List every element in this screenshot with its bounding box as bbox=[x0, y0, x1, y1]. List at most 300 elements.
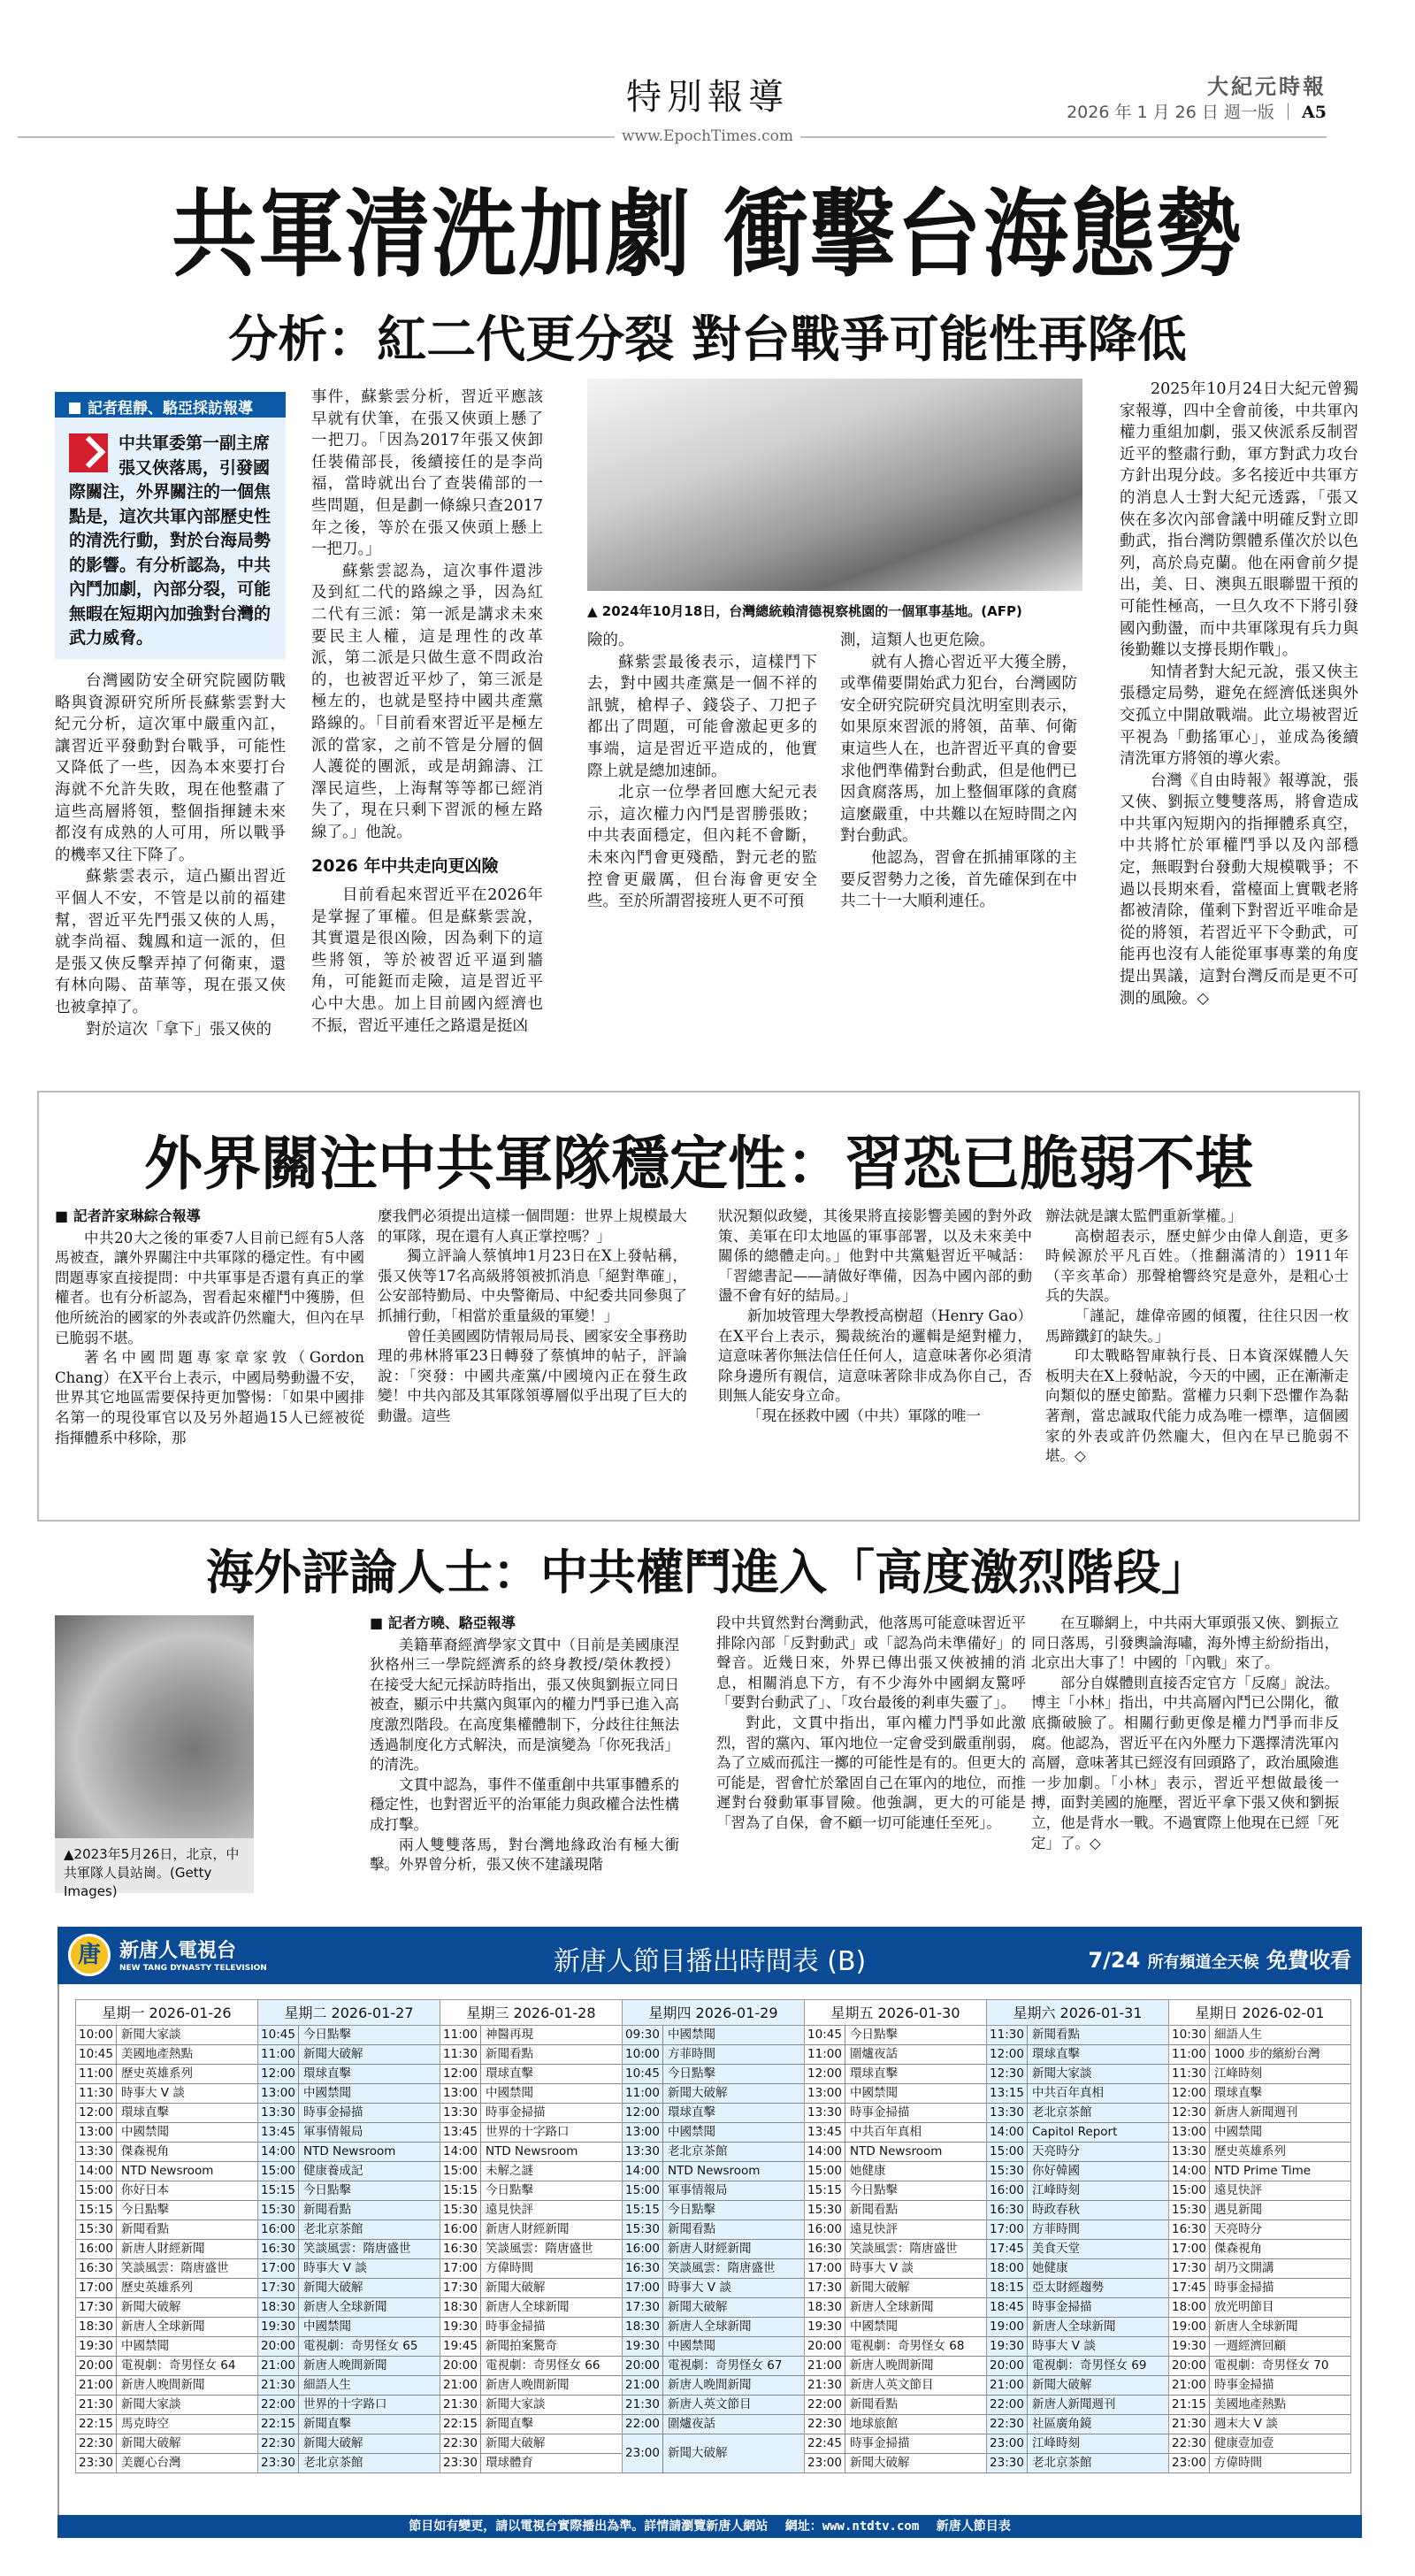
program-title: 新唐人全球新聞 bbox=[486, 2300, 570, 2314]
program-title: 中國禁聞 bbox=[668, 2125, 715, 2139]
program-time: 21:30 bbox=[1169, 2415, 1210, 2434]
subheading: 2026 年中共走向更凶險 bbox=[311, 856, 499, 877]
program-time: 17:30 bbox=[440, 2279, 481, 2297]
program-title: 她健康 bbox=[850, 2164, 886, 2178]
schedule-row bbox=[623, 2298, 804, 2318]
program-time: 23:00 bbox=[623, 2434, 663, 2472]
schedule-row bbox=[440, 2298, 622, 2318]
schedule-row bbox=[805, 2045, 986, 2065]
article2-column-4: 辦法就是讓太監們重新掌權。」 高樹超表示，歷史鮮少由偉人創造，更多時候源於平凡百姓。（推翻滿清的）1911年（辛亥革命）那聲槍響終究是意外，是粗心士兵的失誤。 「謹記，雄偉帝國的傾覆，往往只因一枚馬蹄鐵釘的缺失。」 印太戰略智庫執行長、日本資深媒體人矢板明夫在X上發帖說，今天的中國，正在漸漸走向類似的歷史節點。當權力只剩下恐懼作為黏著劑，當忠誠取代能力成為唯一標準，這個國家的外表或許仍然龐大，但內在早已脆弱不堪。◇ bbox=[1045, 1208, 1349, 1465]
program-time: 11:30 bbox=[987, 2026, 1028, 2044]
schedule-row bbox=[805, 2454, 986, 2473]
program-title: 傑森視角 bbox=[121, 2144, 169, 2158]
program-time: 18:45 bbox=[987, 2298, 1028, 2317]
photo-soldiers bbox=[55, 1615, 254, 1838]
program-time: 21:30 bbox=[623, 2396, 663, 2414]
program-time: 16:00 bbox=[623, 2240, 663, 2258]
program-time: 10:45 bbox=[258, 2026, 299, 2044]
schedule-row bbox=[1169, 2220, 1350, 2240]
schedule-row bbox=[258, 2123, 440, 2143]
article1-column-5: 2025年10月24日大紀元曾獨家報導，四中全會前後，中共軍內權力重組加劇，張又俠派系反制習近平的整肅行動，軍方對武力攻台方針出現分歧。多名接近中共軍方的消息人士對大紀元透露，「張又俠在多次內部會議中明確反對立即動武，指台灣防禦體系僅次於以色列，高於烏克蘭。他在兩會前夕提出，美、日、澳與五眼聯盟干預的可能性極高，一旦久攻不下將引發國內動盪，而中共軍隊現有兵力與後勤難以支撐長期作戰」。 知情者對大紀元說，張又俠主張穩定局勢，避免在經濟低迷與外交孤立中開啟戰端。此立場被習近平視為「動搖軍心」，並成為後續清洗軍方將領的導火索。 台灣《自由時報》報導說，張又俠、劉振立雙雙落馬，將會造成中共軍內短期內的指揮體系真空，中共將忙於軍權鬥爭以及內部穩定，無暇對台發動大規模戰爭；不過以長期來看，當檯面上實戰老將都被清除，僅剩下對習近平唯命是從的將領，若習近平下令動武，可能再也沒有人能從軍事專業的角度提出異議，這對台灣反而是更不可測的風險。◇ bbox=[1120, 380, 1358, 1008]
schedule-row bbox=[1169, 2415, 1350, 2434]
schedule-row bbox=[1169, 2357, 1350, 2376]
program-time: 09:30 bbox=[623, 2026, 663, 2044]
program-time: 17:30 bbox=[805, 2279, 845, 2297]
program-time: 13:00 bbox=[623, 2123, 663, 2142]
program-time: 19:30 bbox=[1169, 2337, 1210, 2356]
program-title: 健康壹加壹 bbox=[1214, 2436, 1274, 2450]
schedule-row bbox=[76, 2162, 257, 2181]
program-title: 遠見快評 bbox=[1214, 2183, 1262, 2197]
schedule-row bbox=[1169, 2396, 1350, 2415]
program-title: 中國禁聞 bbox=[121, 2339, 169, 2353]
program-time: 13:30 bbox=[623, 2143, 663, 2161]
schedule-day-column bbox=[623, 1999, 805, 2473]
program-title: 今日點擊 bbox=[850, 2028, 898, 2042]
program-title: 她健康 bbox=[1032, 2261, 1068, 2275]
schedule-day-header: 星期日 2026-02-01 bbox=[1169, 1999, 1350, 2026]
schedule-row bbox=[258, 2396, 440, 2415]
program-time: 13:45 bbox=[805, 2123, 845, 2142]
program-time: 13:45 bbox=[440, 2123, 481, 2142]
program-title: 時政春秋 bbox=[1032, 2203, 1080, 2217]
schedule-day-column bbox=[440, 1999, 623, 2473]
program-time: 15:15 bbox=[76, 2201, 117, 2220]
program-title: NTD Newsroom bbox=[121, 2164, 214, 2178]
program-time: 13:00 bbox=[805, 2084, 845, 2103]
program-title: 你好日本 bbox=[121, 2183, 169, 2197]
schedule-row bbox=[440, 2065, 622, 2084]
schedule-row bbox=[1169, 2376, 1350, 2396]
program-time: 19:00 bbox=[1169, 2318, 1210, 2336]
schedule-row bbox=[623, 2318, 804, 2337]
schedule-row bbox=[440, 2201, 622, 2220]
program-time: 15:30 bbox=[440, 2201, 481, 2220]
program-title: 環球直擊 bbox=[1214, 2086, 1262, 2100]
program-time: 12:00 bbox=[805, 2065, 845, 2083]
schedule-row bbox=[1169, 2162, 1350, 2181]
channel-name-en: NEW TANG DYNASTY TELEVISION bbox=[119, 1964, 267, 1973]
program-time: 18:30 bbox=[440, 2298, 481, 2317]
program-time: 11:30 bbox=[1169, 2065, 1210, 2083]
schedule-row bbox=[1169, 2318, 1350, 2337]
program-title: NTD Newsroom bbox=[668, 2164, 761, 2178]
program-title: 笑談風雲：隋唐盛世 bbox=[850, 2242, 958, 2256]
program-time: 18:15 bbox=[987, 2279, 1028, 2297]
program-time: 16:00 bbox=[76, 2240, 117, 2258]
schedule-row bbox=[987, 2454, 1168, 2473]
program-time: 12:30 bbox=[987, 2065, 1028, 2083]
schedule-row bbox=[987, 2415, 1168, 2434]
program-time: 14:00 bbox=[805, 2143, 845, 2161]
schedule-row bbox=[258, 2298, 440, 2318]
program-time: 17:30 bbox=[258, 2279, 299, 2297]
schedule-row bbox=[623, 2376, 804, 2396]
program-time: 13:00 bbox=[258, 2084, 299, 2103]
program-title: 電視劇：奇男怪女 68 bbox=[850, 2339, 965, 2353]
program-time: 15:30 bbox=[258, 2201, 299, 2220]
program-title: 中國禁聞 bbox=[1214, 2125, 1262, 2139]
program-title: 時事大 V 談 bbox=[303, 2261, 367, 2275]
program-title: 中國禁聞 bbox=[850, 2086, 898, 2100]
schedule-row bbox=[440, 2259, 622, 2279]
schedule-row bbox=[805, 2220, 986, 2240]
program-time: 16:30 bbox=[76, 2259, 117, 2278]
schedule-row bbox=[258, 2279, 440, 2298]
program-title: 中國禁聞 bbox=[303, 2319, 351, 2334]
program-title: 新聞看點 bbox=[1032, 2028, 1080, 2042]
program-time: 12:30 bbox=[1169, 2104, 1210, 2122]
program-title: 環球直擊 bbox=[668, 2105, 715, 2120]
program-time: 16:00 bbox=[805, 2220, 845, 2239]
program-title: 新聞看點 bbox=[303, 2203, 351, 2217]
program-title: 時事大 V 談 bbox=[121, 2086, 185, 2100]
schedule-row bbox=[805, 2298, 986, 2318]
schedule-row bbox=[805, 2104, 986, 2123]
byline-bar bbox=[55, 392, 286, 418]
schedule-row bbox=[987, 2065, 1168, 2084]
schedule-row bbox=[987, 2104, 1168, 2123]
program-time: 18:30 bbox=[76, 2318, 117, 2336]
program-time: 18:30 bbox=[258, 2298, 299, 2317]
program-time: 14:00 bbox=[440, 2143, 481, 2161]
schedule-row bbox=[805, 2201, 986, 2220]
article2-column-1: ■ 記者許家琳綜合報導 中共20大之後的軍委7人目前已經有5人落馬被查，讓外界關注中共軍隊的穩定性。有中國問題專家直接提問：中共軍事是否還有真正的掌權者。也有分析認為，習看起來權鬥中獲勝，但他所統治的國家的外表或許仍然龐大，但內在早已脆弱不堪。 著名中國問題專家章家敦（Gordon Chang）在X平台上表示，中國局勢動盪不安，世界其它地區需要保持更加警惕：「如果中國排名第一的現役軍官以及另外超過15人已經被從指揮體系中移除，那 bbox=[55, 1208, 364, 1446]
program-title: 新聞大破解 bbox=[486, 2281, 546, 2295]
program-title: 天亮時分 bbox=[1032, 2144, 1080, 2158]
program-time: 12:00 bbox=[76, 2104, 117, 2122]
schedule-row bbox=[440, 2279, 622, 2298]
program-title: 傑森視角 bbox=[1214, 2242, 1262, 2256]
program-time: 21:15 bbox=[1169, 2396, 1210, 2414]
program-time: 12:00 bbox=[440, 2065, 481, 2083]
program-time: 19:30 bbox=[258, 2318, 299, 2336]
schedule-row bbox=[623, 2084, 804, 2104]
program-title: 時事金掃描 bbox=[1214, 2281, 1274, 2295]
program-time: 21:30 bbox=[258, 2376, 299, 2395]
schedule-row bbox=[258, 2181, 440, 2201]
program-time: 15:00 bbox=[76, 2181, 117, 2200]
article2-byline: ■ 記者許家琳綜合報導 bbox=[55, 1208, 201, 1224]
schedule-row bbox=[805, 2143, 986, 2162]
schedule-row bbox=[805, 2240, 986, 2259]
program-time: 22:30 bbox=[987, 2415, 1028, 2434]
program-title: 中國禁聞 bbox=[668, 2028, 715, 2042]
program-time: 13:30 bbox=[76, 2143, 117, 2161]
schedule-row bbox=[76, 2279, 257, 2298]
schedule-row bbox=[440, 2162, 622, 2181]
program-time: 23:00 bbox=[805, 2454, 845, 2472]
schedule-row bbox=[987, 2240, 1168, 2259]
program-title: 圍爐夜話 bbox=[668, 2417, 715, 2431]
program-time: 23:00 bbox=[987, 2434, 1028, 2453]
program-time: 15:00 bbox=[440, 2162, 481, 2181]
program-time: 15:00 bbox=[1169, 2181, 1210, 2200]
tv-schedule-grid bbox=[75, 1999, 1351, 2473]
program-title: 環球直擊 bbox=[303, 2066, 351, 2081]
program-title: 電視劇：奇男怪女 65 bbox=[303, 2339, 418, 2353]
program-title: 美國地產熱點 bbox=[121, 2047, 193, 2061]
program-title: 新唐人英文節目 bbox=[668, 2397, 752, 2411]
ntd-url-link[interactable]: www.ntdtv.com bbox=[822, 2519, 920, 2534]
schedule-row bbox=[440, 2396, 622, 2415]
program-title: 時事大 V 談 bbox=[1032, 2339, 1096, 2353]
schedule-row bbox=[258, 2259, 440, 2279]
schedule-row bbox=[623, 2065, 804, 2084]
program-title: 世界的十字路口 bbox=[486, 2125, 570, 2139]
program-title: 美麗心台灣 bbox=[121, 2456, 181, 2470]
program-title: 中國禁聞 bbox=[668, 2339, 715, 2353]
program-time: 15:15 bbox=[258, 2181, 299, 2200]
program-title: 老北京茶館 bbox=[303, 2222, 363, 2236]
schedule-row bbox=[623, 2279, 804, 2298]
site-url[interactable]: www.EpochTimes.com bbox=[615, 127, 800, 145]
program-title: 新唐人英文節目 bbox=[850, 2378, 934, 2392]
program-title: 方菲時間 bbox=[668, 2047, 715, 2061]
schedule-row bbox=[76, 2415, 257, 2434]
program-time: 14:00 bbox=[1169, 2162, 1210, 2181]
program-title: 環球直擊 bbox=[850, 2066, 898, 2081]
program-time: 20:00 bbox=[440, 2357, 481, 2375]
lead-box bbox=[55, 392, 286, 659]
program-time: 10:45 bbox=[76, 2045, 117, 2064]
schedule-day-column bbox=[75, 1999, 258, 2473]
program-title: 一週經濟回顧 bbox=[1214, 2339, 1286, 2353]
program-time: 13:30 bbox=[805, 2104, 845, 2122]
schedule-row bbox=[258, 2434, 440, 2454]
schedule-row bbox=[258, 2357, 440, 2376]
square-bullet-icon bbox=[69, 402, 80, 414]
program-title: 今日點擊 bbox=[303, 2028, 351, 2042]
program-time: 15:00 bbox=[987, 2143, 1028, 2161]
program-title: 亞太財經趨勢 bbox=[1032, 2281, 1104, 2295]
program-time: 13:30 bbox=[987, 2104, 1028, 2122]
program-title: 時事大 V 談 bbox=[668, 2281, 731, 2295]
schedule-row bbox=[805, 2181, 986, 2201]
program-time: 15:30 bbox=[623, 2220, 663, 2239]
program-title: 新唐人晚間新聞 bbox=[303, 2358, 387, 2373]
program-time: 22:30 bbox=[805, 2415, 845, 2434]
schedule-row bbox=[258, 2318, 440, 2337]
program-time: 13:30 bbox=[440, 2104, 481, 2122]
chevron-right-icon bbox=[69, 433, 108, 472]
schedule-row bbox=[440, 2434, 622, 2454]
program-time: 21:00 bbox=[1169, 2376, 1210, 2395]
schedule-row bbox=[76, 2357, 257, 2376]
schedule-day-column bbox=[805, 1999, 987, 2473]
schedule-row bbox=[76, 2240, 257, 2259]
program-title: 今日點擊 bbox=[486, 2183, 533, 2197]
program-time: 21:00 bbox=[440, 2376, 481, 2395]
program-title: 歷史英雄系列 bbox=[121, 2281, 193, 2295]
program-time: 21:30 bbox=[440, 2396, 481, 2414]
program-time: 12:00 bbox=[623, 2104, 663, 2122]
photo-caption: ▲ 2024年10月18日，台灣總統賴清德視察桃園的一個軍事基地。(AFP) bbox=[587, 603, 1022, 619]
program-time: 17:30 bbox=[76, 2298, 117, 2317]
program-time: 19:30 bbox=[987, 2337, 1028, 2356]
schedule-row bbox=[987, 2045, 1168, 2065]
schedule-row bbox=[987, 2084, 1168, 2104]
program-title: 新聞看點 bbox=[121, 2222, 169, 2236]
article2-column-3: 狀況類似政變，其後果將直接影響美國的對外政策、美軍在印太地區的軍事部署，以及未來美中關係的總體走向。」他對中共黨魁習近平喊話：「習總書記——請做好準備，因為中國內部的動盪不會有好的結局。」 新加坡管理大學教授高樹超（Henry Gao）在X平台上表示，獨裁統治的邏輯是絕對權力，這意味著你無法信任任何人，這意味著你必須清除身邊所有親信，這意味著除非成為你自己，否則無人能安身立命。 「現在拯救中國（中共）軍隊的唯一 bbox=[718, 1208, 1032, 1424]
program-time: 20:00 bbox=[76, 2357, 117, 2375]
program-title: 時事金掃描 bbox=[486, 2105, 546, 2120]
program-title: 老北京茶館 bbox=[303, 2456, 363, 2470]
program-time: 19:45 bbox=[440, 2337, 481, 2356]
schedule-row bbox=[76, 2337, 257, 2357]
program-time: 13:00 bbox=[76, 2123, 117, 2142]
program-title: 放光明節目 bbox=[1214, 2300, 1274, 2314]
schedule-row bbox=[1169, 2026, 1350, 2045]
program-time: 22:00 bbox=[258, 2396, 299, 2414]
schedule-day-header: 星期五 2026-01-30 bbox=[805, 1999, 986, 2026]
schedule-row bbox=[76, 2396, 257, 2415]
schedule-row bbox=[76, 2045, 257, 2065]
program-title: 中國禁聞 bbox=[303, 2086, 351, 2100]
program-title: 新聞大家談 bbox=[121, 2028, 181, 2042]
program-time: 18:00 bbox=[1169, 2298, 1210, 2317]
program-title: 新聞大破解 bbox=[303, 2436, 363, 2450]
schedule-row bbox=[805, 2376, 986, 2396]
program-time: 16:30 bbox=[258, 2240, 299, 2258]
schedule-row bbox=[987, 2123, 1168, 2143]
program-title: 新聞大破解 bbox=[303, 2047, 363, 2061]
program-time: 18:30 bbox=[805, 2298, 845, 2317]
schedule-row bbox=[805, 2396, 986, 2415]
schedule-row bbox=[440, 2181, 622, 2201]
program-title: 新唐人全球新聞 bbox=[1214, 2319, 1298, 2334]
program-time: 10:30 bbox=[1169, 2026, 1210, 2044]
program-time: 16:30 bbox=[623, 2259, 663, 2278]
schedule-row bbox=[258, 2201, 440, 2220]
schedule-row bbox=[987, 2298, 1168, 2318]
program-time: 11:30 bbox=[440, 2045, 481, 2064]
program-time: 16:00 bbox=[987, 2181, 1028, 2200]
schedule-day-header: 星期一 2026-01-26 bbox=[76, 1999, 257, 2026]
program-title: 時事金掃描 bbox=[1214, 2378, 1274, 2392]
program-title: NTD Newsroom bbox=[303, 2144, 396, 2158]
program-title: 細語人生 bbox=[303, 2378, 351, 2392]
program-time: 16:30 bbox=[987, 2201, 1028, 2220]
program-time: 17:30 bbox=[623, 2298, 663, 2317]
schedule-row bbox=[440, 2045, 622, 2065]
program-time: 16:00 bbox=[440, 2220, 481, 2239]
program-title: 新聞直擊 bbox=[486, 2417, 533, 2431]
program-title: 時事金掃描 bbox=[850, 2105, 910, 2120]
program-time: 17:00 bbox=[258, 2259, 299, 2278]
program-time: 23:30 bbox=[987, 2454, 1028, 2472]
program-time: 18:00 bbox=[987, 2259, 1028, 2278]
schedule-row bbox=[258, 2337, 440, 2357]
schedule-row bbox=[1169, 2454, 1350, 2473]
program-title: 軍事情報局 bbox=[668, 2183, 728, 2197]
program-time: 22:30 bbox=[76, 2434, 117, 2453]
program-title: 新聞大破解 bbox=[850, 2456, 910, 2470]
program-time: 20:00 bbox=[805, 2337, 845, 2356]
program-title: 新聞大破解 bbox=[121, 2436, 181, 2450]
schedule-row bbox=[440, 2454, 622, 2473]
schedule-row bbox=[258, 2026, 440, 2045]
schedule-row bbox=[1169, 2181, 1350, 2201]
program-time: 11:00 bbox=[1169, 2045, 1210, 2064]
schedule-row bbox=[987, 2318, 1168, 2337]
program-time: 19:30 bbox=[76, 2337, 117, 2356]
program-time: 17:00 bbox=[805, 2259, 845, 2278]
program-time: 11:00 bbox=[258, 2045, 299, 2064]
schedule-row bbox=[76, 2123, 257, 2143]
program-time: 23:00 bbox=[1169, 2454, 1210, 2472]
schedule-title: 新唐人節目播出時間表 (B) bbox=[553, 1946, 867, 1977]
program-title: 新聞大破解 bbox=[1032, 2378, 1092, 2392]
schedule-row bbox=[1169, 2279, 1350, 2298]
program-time: 15:30 bbox=[1169, 2201, 1210, 2220]
program-time: 17:00 bbox=[440, 2259, 481, 2278]
program-title: 歷史英雄系列 bbox=[121, 2066, 193, 2081]
schedule-row bbox=[440, 2318, 622, 2337]
program-title: 神醫再現 bbox=[486, 2028, 533, 2042]
program-title: 時事金掃描 bbox=[303, 2105, 363, 2120]
schedule-row bbox=[440, 2415, 622, 2434]
program-title: 新聞大破解 bbox=[121, 2300, 181, 2314]
program-time: 20:00 bbox=[258, 2337, 299, 2356]
program-time: 17:45 bbox=[1169, 2279, 1210, 2297]
article3-byline: ■ 記者方曉、駱亞報導 bbox=[370, 1614, 516, 1631]
program-title: NTD Prime Time bbox=[1214, 2164, 1312, 2178]
schedule-row bbox=[987, 2201, 1168, 2220]
program-time: 11:00 bbox=[440, 2026, 481, 2044]
program-title: 中國禁聞 bbox=[121, 2125, 169, 2139]
program-time: 22:15 bbox=[258, 2415, 299, 2434]
program-title: 今日點擊 bbox=[668, 2203, 715, 2217]
program-time: 16:30 bbox=[805, 2240, 845, 2258]
program-title: 歷史英雄系列 bbox=[1214, 2144, 1286, 2158]
schedule-row bbox=[805, 2415, 986, 2434]
program-time: 15:15 bbox=[440, 2181, 481, 2200]
program-title: 新唐人新聞週刊 bbox=[1032, 2397, 1116, 2411]
schedule-row bbox=[623, 2337, 804, 2357]
program-time: 17:45 bbox=[987, 2240, 1028, 2258]
ntd-logo-icon: 唐 bbox=[68, 1934, 111, 1976]
schedule-row bbox=[987, 2337, 1168, 2357]
program-title: 遇見新聞 bbox=[1214, 2203, 1262, 2217]
article1-column-4: 測，這類人也更危險。 就有人擔心習近平大獲全勝，或準備要開始武力犯台，台灣國防安全研究院研究員沈明室則表示，如果原來習派的將領，苗華、何衛東這些人在，也許習近平真的會要求他們準備對台動武，但是他們已因貪腐落馬，加上整個軍隊的貪腐這麼嚴重，中共難以在短時間之內對台動武。 他認為，習會在抓捕軍隊的主要反習勢力之後，首先確保到在中共二十一大順利連任。 bbox=[840, 632, 1077, 911]
schedule-row bbox=[987, 2357, 1168, 2376]
program-title: 新唐人晚間新聞 bbox=[850, 2358, 934, 2373]
program-title: 新聞看點 bbox=[668, 2222, 715, 2236]
program-time: 21:30 bbox=[76, 2396, 117, 2414]
schedule-day-header: 星期四 2026-01-29 bbox=[623, 1999, 804, 2026]
schedule-row bbox=[987, 2259, 1168, 2279]
program-time: 15:00 bbox=[258, 2162, 299, 2181]
program-title: 江峰時刻 bbox=[1214, 2066, 1262, 2081]
program-time: 18:30 bbox=[623, 2318, 663, 2336]
program-time: 20:00 bbox=[1169, 2357, 1210, 2375]
article3-headline: 海外評論人士：中共權鬥進入「高度激烈階段」 bbox=[206, 1545, 1209, 1600]
program-title: 新聞大家談 bbox=[121, 2397, 181, 2411]
program-time: 14:00 bbox=[987, 2123, 1028, 2142]
program-title: 社區廣角鏡 bbox=[1032, 2417, 1092, 2431]
program-time: 15:00 bbox=[623, 2181, 663, 2200]
schedule-row bbox=[440, 2240, 622, 2259]
program-title: NTD Newsroom bbox=[486, 2144, 578, 2158]
program-title: 圍爐夜話 bbox=[850, 2047, 898, 2061]
program-title: 胡乃文開講 bbox=[1214, 2261, 1274, 2275]
article2-headline: 外界關注中共軍隊穩定性：習恐已脆弱不堪 bbox=[144, 1130, 1253, 1198]
program-time: 15:15 bbox=[623, 2201, 663, 2220]
program-title: 老北京茶館 bbox=[1032, 2456, 1092, 2470]
program-title: 時事金掃描 bbox=[1032, 2300, 1092, 2314]
program-time: 22:30 bbox=[258, 2434, 299, 2453]
